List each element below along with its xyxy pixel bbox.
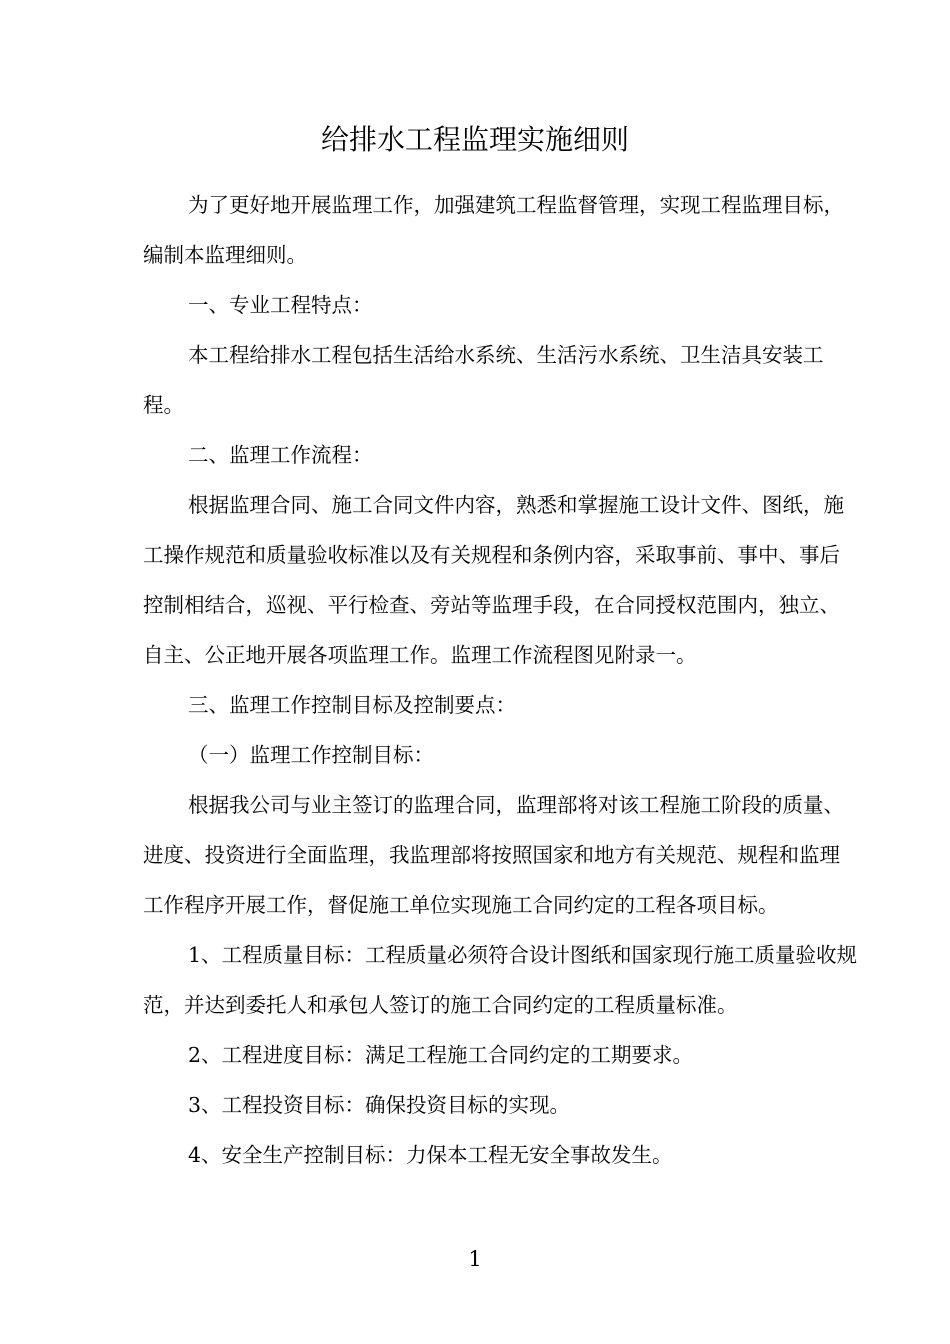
paragraph-intro: 为了更好地开展监理工作，加强建筑工程监督管理，实现工程监理目标，编制本监理细则。: [143, 193, 844, 267]
paragraph-workflow: 根据监理合同、施工合同文件内容，熟悉和掌握施工设计文件、图纸，施工操作规范和质量验收标准以及有关规程和条例内容，采取事前、事中、事后控制相结合，巡视、平行检查、旁站等监理手段，在合同授权范围内，独立、自主、公正地开展各项监理工作。监理工作流程图见附录一。: [143, 493, 844, 667]
heading-control-objectives: 三、监理工作控制目标及控制要点：: [188, 693, 516, 717]
list-item-quality-target: 1、工程质量目标：工程质量必须符合设计图纸和国家现行施工质量验收规范，并达到委托人和承包人签订的施工合同约定的工程质量标准。: [143, 943, 858, 1017]
paragraph-supervision-scope: 根据我公司与业主签订的监理合同，监理部将对该工程施工阶段的质量、进度、投资进行全面监理，我监理部将按照国家和地方有关规范、规程和监理工作程序开展工作，督促施工单位实现施工合同约定的工程各项目标。: [143, 793, 844, 917]
list-item-investment-target: 3、工程投资目标：确保投资目标的实现。: [188, 1093, 571, 1117]
document-body: [143, 181, 859, 1180]
list-item-safety-target: 4、安全生产控制目标：力保本工程无安全事故发生。: [188, 1143, 673, 1167]
document-title: 给排水工程监理实施细则: [320, 123, 629, 156]
subheading-control-objectives: （一）监理工作控制目标：: [188, 743, 434, 767]
paragraph-project-scope: 本工程给排水工程包括生活给水系统、生活污水系统、卫生洁具安装工程。: [143, 343, 824, 417]
list-item-schedule-target: 2、工程进度目标：满足工程施工合同约定的工期要求。: [188, 1043, 694, 1067]
heading-project-features: 一、专业工程特点：: [188, 293, 373, 317]
page-number: 1: [468, 1247, 482, 1271]
heading-workflow: 二、监理工作流程：: [188, 443, 373, 467]
